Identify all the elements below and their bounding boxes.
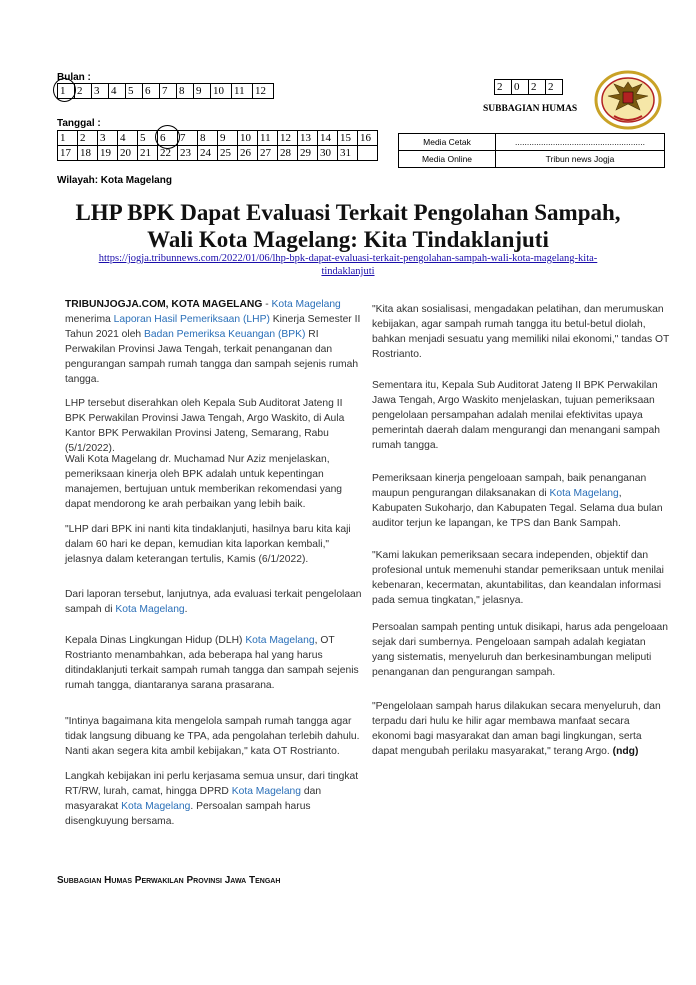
left-paragraph-7: "Intinya bagaimana kita mengelola sampah rumah tangga agar tidak langsung dibuang ke TPA, ada pengolahan terlebih dahulu. Nanti akan segera kita ambil kebijakan," kata OT Rostrianto. [65, 716, 360, 757]
article-url-link[interactable]: https://jogja.tribunnews.com/2022/01/06/lhp-bpk-dapat-evaluasi-terkait-pengolahan-sampah-wali-kota-magelang-kita- tindaklanjuti [98, 253, 598, 277]
month-cell: 1 [58, 84, 75, 99]
month-cell: 6 [143, 84, 160, 99]
footer-label: Subbagian Humas Perwakilan Provinsi Jawa Tengah [57, 875, 281, 886]
kota-magelang-link[interactable]: Kota Magelang [245, 635, 315, 646]
right-paragraph-5: Persoalan sampah penting untuk disikapi, harus ada pengeloaan sejak dari sumbernya. Pengeloaan sampah adalah kegiatan yang sistematis, menyeluruh dan berkesinambungan meliputi penanganan dan pengurangan sampah. [372, 622, 668, 678]
left-paragraph-1: TRIBUNJOGJA.COM, KOTA MAGELANG - Kota Magelang menerima Laporan Hasil Pemeriksaan (LHP) Kinerja Semester II Tahun 2021 oleh Badan Pemeriksa Keuangan (BPK) RI Perwakilan Provinsi Jawa Tengah, terkait penanganan dan pengurangan sampah rumah tangga dan sampah sejenis rumah tangga. [65, 299, 361, 385]
month-grid [57, 83, 274, 99]
month-cell: 11 [232, 84, 253, 99]
date-cell: 10 [238, 131, 258, 146]
selected-month-circle [53, 78, 76, 102]
article-title: LHP BPK Dapat Evaluasi Terkait Pengolahan Sampah, Wali Kota Magelang: Kita Tindaklanjuti [75, 200, 621, 252]
month-cell: 12 [253, 84, 274, 99]
year-digit-cell: 2 [546, 80, 563, 95]
date-cell: 30 [318, 146, 338, 161]
left-paragraph-6: Kepala Dinas Lingkungan Hidup (DLH) Kota Magelang, OT Rostrianto menambahkan, ada beberapa hal yang harus ditindaklanjuti terkait sampah rumah tangga dan sampah sejenis rumah tangga, diantaranya sarana prasarana. [65, 635, 359, 691]
date-cell: 23 [178, 146, 198, 161]
media-table [398, 133, 665, 168]
kota-magelang-link[interactable]: Kota Magelang [549, 488, 619, 499]
media-row-online: Media Online Tribun news Jogja [399, 151, 665, 168]
month-cell: 7 [160, 84, 177, 99]
date-cell: 5 [138, 131, 158, 146]
right-paragraph-6: "Pengelolaan sampah harus dilakukan secara menyeluruh, dan terpadu dari hulu ke hilir agar membawa manfaat secara ekonomi bagi masyarakat dan aman bagi lingkungan, serta dapat mengubah perilaku masyarakat," terang Argo. (ndg) [372, 701, 661, 757]
date-cell: 1 [58, 131, 78, 146]
date-cell [358, 146, 378, 161]
date-cell: 22 [158, 146, 178, 161]
date-cell: 25 [218, 146, 238, 161]
date-cell: 31 [338, 146, 358, 161]
date-cell: 9 [218, 131, 238, 146]
left-paragraph-8: Langkah kebijakan ini perlu kerjasama semua unsur, dari tingkat RT/RW, lurah, camat, hingga DPRD Kota Magelang dan masyarakat Kota Magelang. Persoalan sampah harus disengkuyung bersama. [65, 771, 359, 827]
left-paragraph-2: LHP tersebut diserahkan oleh Kepala Sub Auditorat Jateng II BPK Perwakilan Provinsi Jawa Tengah, Argo Waskito, di Aula Kantor BPK Perwakilan Provinsi Jateng, Semarang, Rabu (5/1/2022). [65, 398, 345, 454]
date-cell: 14 [318, 131, 338, 146]
right-paragraph-1: "Kita akan sosialisasi, mengadakan pelatihan, dan merumuskan kebijakan, agar sampah rumah tangga itu betul-betul diolah, bahkan menjadi sesuatu yang memiliki nilai ekonomi," tandas OT Rostrianto. [372, 304, 670, 360]
year-digit-cell: 2 [495, 80, 512, 95]
media-row-cetak: Media Cetak ....................................................... [399, 134, 665, 151]
date-cell: 20 [118, 146, 138, 161]
right-paragraph-4: "Kami lakukan pemeriksaan secara independen, objektif dan profesional untuk memenuhi standar pemeriksaan untuk menilai kebenaran, kecermatan, akuntabilitas, dan keandalan informasi pada semua tingkatan," jelasnya. [372, 550, 664, 606]
right-paragraph-3: Pemeriksaan kinerja pengeloaan sampah, baik penanganan maupun pengurangan dilaksanakan di Kota Magelang, Kabupaten Sukoharjo, dan Kabupaten Tegal. Selama dua bulan auditor terjun ke lapangan, ke TPS dan Bank Sampah. [372, 473, 663, 529]
date-cell: 15 [338, 131, 358, 146]
kota-magelang-link[interactable]: Kota Magelang [115, 604, 185, 615]
date-cell: 24 [198, 146, 218, 161]
date-cell: 13 [298, 131, 318, 146]
date-cell: 4 [118, 131, 138, 146]
bpk-link[interactable]: Badan Pemeriksa Keuangan (BPK) [144, 329, 306, 340]
kota-magelang-link[interactable]: Kota Magelang [271, 299, 341, 310]
selected-date-circle [155, 125, 180, 149]
subbagian-label: SUBBAGIAN HUMAS [483, 104, 578, 114]
date-cell: 7 [178, 131, 198, 146]
month-cell: 5 [126, 84, 143, 99]
date-cell: 19 [98, 146, 118, 161]
left-paragraph-5: Dari laporan tersebut, lanjutnya, ada evaluasi terkait pengelolaan sampah di Kota Magelang. [65, 589, 362, 615]
month-cell: 4 [109, 84, 126, 99]
date-cell: 6 [158, 131, 178, 146]
date-cell: 2 [78, 131, 98, 146]
year-digit-cell: 0 [512, 80, 529, 95]
month-cell: 2 [75, 84, 92, 99]
bulan-label: Bulan : [57, 72, 91, 83]
left-paragraph-4: "LHP dari BPK ini nanti kita tindaklanjuti, hasilnya baru kita kaji dalam 60 hari ke depan, kemudian kita laporkan kembali," jelasnya dalam keterangan tertulis, Kamis (6/1/2022). [65, 524, 351, 565]
kota-magelang-link[interactable]: Kota Magelang [121, 801, 191, 812]
date-cell: 28 [278, 146, 298, 161]
date-cell: 16 [358, 131, 378, 146]
month-cell: 10 [211, 84, 232, 99]
date-cell: 27 [258, 146, 278, 161]
date-cell: 12 [278, 131, 298, 146]
date-cell: 3 [98, 131, 118, 146]
date-grid [57, 130, 378, 161]
bpk-emblem-icon [594, 70, 662, 130]
lhp-link[interactable]: Laporan Hasil Pemeriksaan (LHP) [113, 314, 270, 325]
date-cell: 11 [258, 131, 278, 146]
date-cell: 17 [58, 146, 78, 161]
year-grid [494, 79, 563, 95]
date-cell: 8 [198, 131, 218, 146]
date-cell: 21 [138, 146, 158, 161]
date-cell: 29 [298, 146, 318, 161]
kota-magelang-link[interactable]: Kota Magelang [231, 786, 302, 797]
year-digit-cell: 2 [529, 80, 546, 95]
right-paragraph-2: Sementara itu, Kepala Sub Auditorat Jateng II BPK Perwakilan Jawa Tengah, Argo Waskito menjelaskan, tujuan pemeriksaan pengelolaan persampahan adalah menilai efektivitas upaya pemerintah daerah dalam mengurangi dan menangani sampah rumah tangga. [372, 380, 660, 451]
month-cell: 9 [194, 84, 211, 99]
date-cell: 18 [78, 146, 98, 161]
left-paragraph-3: Wali Kota Magelang dr. Muchamad Nur Aziz menjelaskan, pemeriksaan kinerja oleh BPK adalah untuk kepentingan manajemen, bertujuan untuk memberikan rekomendasi yang dapat mendorong ke arah perbaikan yang lebih baik. [65, 454, 343, 510]
wilayah-label: Wilayah: Kota Magelang [57, 175, 172, 186]
tanggal-label: Tanggal : [57, 118, 101, 129]
month-cell: 3 [92, 84, 109, 99]
date-cell: 26 [238, 146, 258, 161]
month-cell: 8 [177, 84, 194, 99]
